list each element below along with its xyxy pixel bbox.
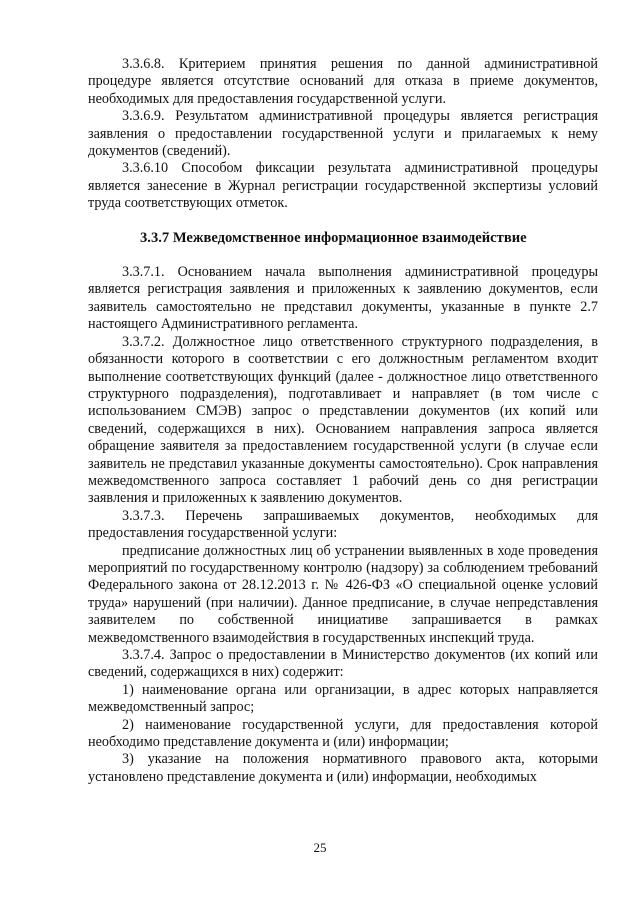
- document-page: [88, 56, 598, 786]
- paragraph-3-3-7-1: 3.3.7.1. Основанием начала выполнения административной процедуры является регистрация заявления и приложенных к заявлению документов, если заявитель самостоятельно не представил документы, указанные в пункте 2.7 настоящего Административного регламента.: [88, 264, 598, 333]
- paragraph-3-3-7-2: 3.3.7.2. Должностное лицо ответственного структурного подразделения, в обязанности которого в соответствии с его должностным регламентом входит выполнение соответствующих функций (далее - должностное лицо ответственного структурного подразделения), подготавливает и направляет (в том числе с использованием СМЭВ) запрос о представлении документов (их копий или сведений, содержащихся в них). Основанием направления запроса является обращение заявителя за предоставлением государственной услуги (в случае если заявитель не представил указанные документы самостоятельно). Срок направления межведомственного запроса составляет 1 рабочий день со дня регистрации заявления и приложенных к заявлению документов.: [88, 333, 598, 507]
- paragraph-3-3-6-9: 3.3.6.9. Результатом административной процедуры является регистрация заявления о предоставлении государственной услуги и прилагаемых к нему документов (сведений).: [88, 108, 598, 160]
- list-item-3: 3) указание на положения нормативного правового акта, которыми установлено представление документа и (или) информации, необходимых: [88, 751, 598, 785]
- paragraph-3-3-6-8: 3.3.6.8. Критерием принятия решения по данной административной процедуре является отсутствие оснований для отказа в приеме документов, необходимых для предоставления государственной услуги.: [88, 56, 598, 107]
- list-item-1: 1) наименование органа или организации, в адрес которых направляется межведомственный запрос;: [88, 681, 598, 716]
- paragraph-3-3-6-10: 3.3.6.10 Способом фиксации результата административной процедуры является занесение в Журнал регистрации государственной экспертизы условий труда соответствующих отметок.: [88, 160, 598, 212]
- paragraph-3-3-7-3: 3.3.7.3. Перечень запрашиваемых документов, необходимых для предоставления государственной услуги:: [88, 507, 598, 542]
- spacer: [88, 213, 598, 230]
- section-heading: 3.3.7 Межведомственное информационное взаимодействие: [140, 229, 527, 246]
- spacer: [88, 247, 598, 264]
- page-number: 25: [313, 840, 327, 855]
- paragraph-3-3-7-4: 3.3.7.4. Запрос о предоставлении в Министерство документов (их копий или сведений, содержащихся в них) содержит:: [88, 647, 598, 681]
- paragraph-prescription: предписание должностных лиц об устранении выявленных в ходе проведения мероприятий по государственному контролю (надзору) за соблюдением требований Федерального закона от 28.12.2013 г. № 426-ФЗ «О специальной оценке условий труда» нарушений (при наличии). Данное предписание, в случае непредставления заявителем по собственной инициативе запрашивается в рамках межведомственного взаимодействия в государственных инспекций труда.: [88, 542, 598, 646]
- list-item-2: 2) наименование государственной услуги, для предоставления которой необходимо представление документа и (или) информации;: [88, 716, 598, 751]
